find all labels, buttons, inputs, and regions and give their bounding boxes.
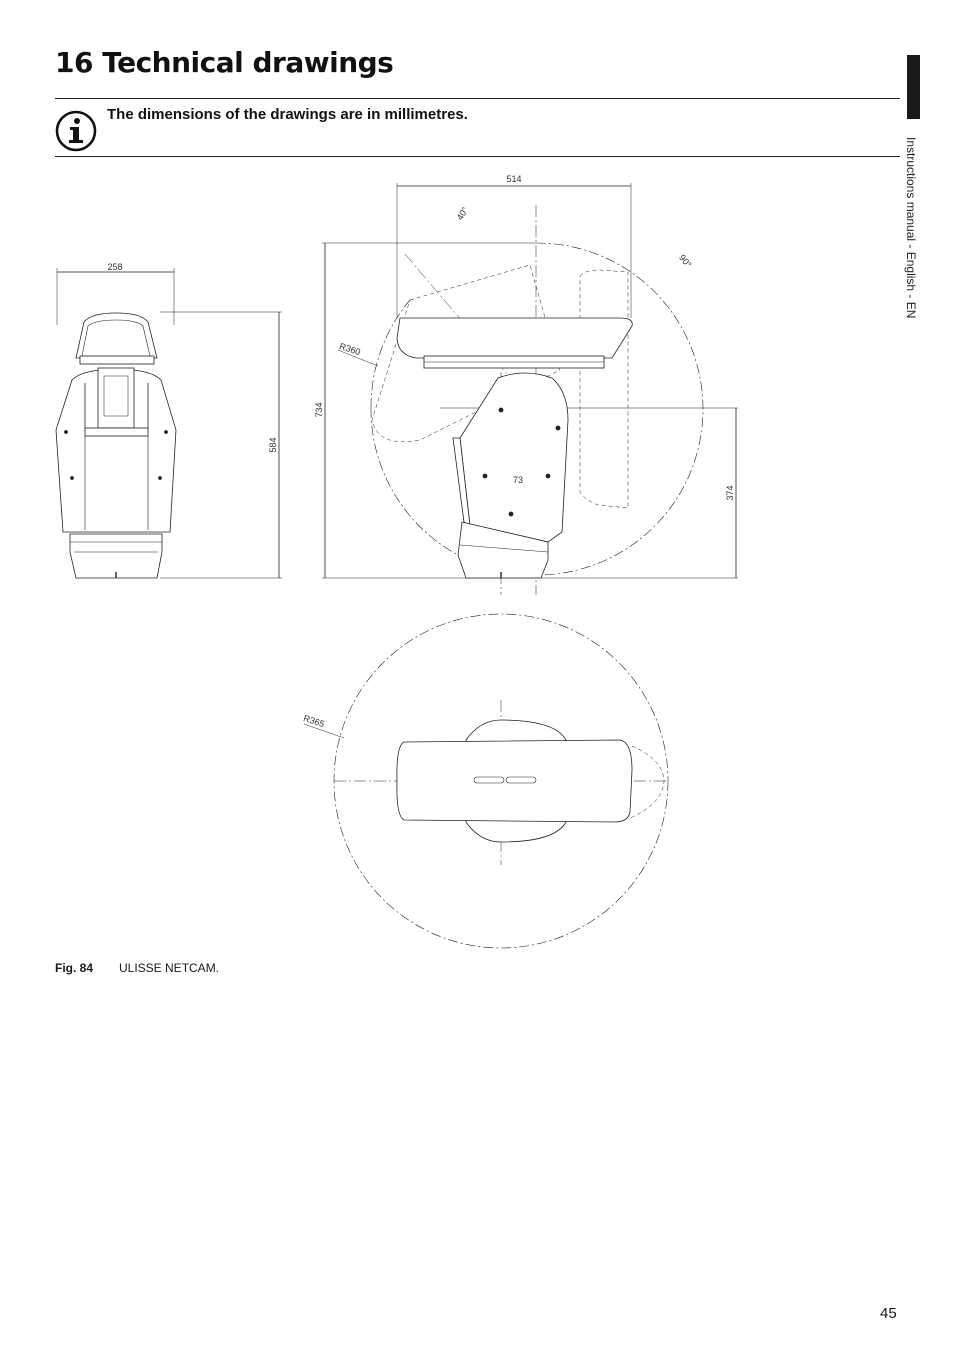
figure-label: Fig. 84 xyxy=(55,961,94,975)
top-view xyxy=(304,614,668,948)
side-height-label: 734 xyxy=(314,402,324,418)
side-view xyxy=(322,183,738,595)
side-label: Instructions manual - English - EN xyxy=(904,137,918,319)
front-height-label: 584 xyxy=(268,437,278,453)
note-text: The dimensions of the drawings are in millimetres. xyxy=(107,106,468,123)
pivot-height-label: 374 xyxy=(725,485,735,501)
top-radius-label: R365 xyxy=(302,713,326,730)
front-view xyxy=(56,268,282,578)
front-width-label: 258 xyxy=(107,262,123,272)
pivot-offset-label: 73 xyxy=(512,475,524,485)
side-width-label: 514 xyxy=(506,174,522,184)
side-radius-label: R360 xyxy=(338,341,362,358)
tilt-up-label: 40° xyxy=(454,205,471,222)
page-number: 45 xyxy=(880,1305,897,1322)
figure-text: ULISSE NETCAM. xyxy=(119,961,220,975)
figure-caption xyxy=(55,961,219,975)
tilt-down-label: 90° xyxy=(677,252,694,270)
page-title: 16 Technical drawings xyxy=(55,46,394,79)
